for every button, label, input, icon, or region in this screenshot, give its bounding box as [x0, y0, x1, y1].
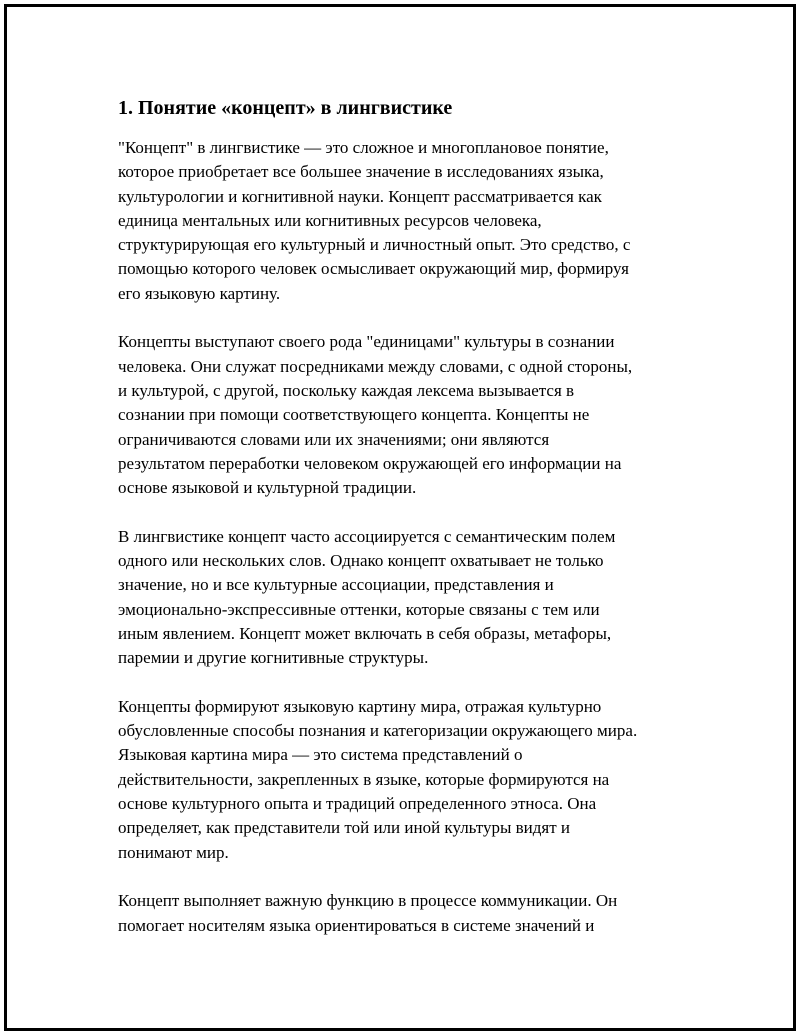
text-line: результатом переработки человеком окружающей его информации на: [118, 453, 622, 473]
text-line: человека. Они служат посредниками между словами, с одной стороны,: [118, 356, 633, 376]
text-line: обусловленные способы познания и категоризации окружающего мира.: [118, 721, 638, 741]
text-line: основе культурного опыта и традиций определенного этноса. Она: [118, 794, 597, 814]
text-line: действительности, закрепленных в языке, которые формируются на: [118, 769, 610, 789]
paragraph-1: [118, 136, 698, 306]
text-line: помощью которого человек осмысливает окружающий мир, формируя: [118, 259, 629, 279]
text-line: и культурой, с другой, поскольку каждая лексема вызывается в: [118, 380, 575, 400]
paragraph-4: [118, 695, 698, 865]
text-line: Языковая картина мира — это система представлений о: [118, 745, 523, 765]
text-line: культурологии и когнитивной науки. Концепт рассматривается как: [118, 186, 602, 206]
text-line: сознании при помощи соответствующего концепта. Концепты не: [118, 405, 590, 425]
text-line: Концепты формируют языковую картину мира, отражая культурно: [118, 696, 602, 716]
text-line: помогает носителям языка ориентироваться в системе значений и: [118, 915, 595, 935]
text-line: основе языковой и культурной традиции.: [118, 478, 417, 498]
text-line: единица ментальных или когнитивных ресурсов человека,: [118, 210, 542, 230]
text-line: одного или нескольких слов. Однако концепт охватывает не только: [118, 551, 604, 571]
text-line: В лингвистике концепт часто ассоциируется с семантическим полем: [118, 526, 616, 546]
paragraph-3: [118, 525, 698, 671]
text-line: эмоционально-экспрессивные оттенки, которые связаны с тем или: [118, 599, 600, 619]
text-line: иным явлением. Концепт может включать в себя образы, метафоры,: [118, 623, 612, 643]
text-line: определяет, как представители той или иной культуры видят и: [118, 818, 571, 838]
text-line: значение, но и все культурные ассоциации, представления и: [118, 575, 554, 595]
text-line: паремии и другие когнитивные структуры.: [118, 648, 429, 668]
text-line: его языковую картину.: [118, 283, 281, 303]
text-line: Концепт выполняет важную функцию в процессе коммуникации. Он: [118, 891, 618, 911]
text-line: которое приобретает все большее значение в исследованиях языка,: [118, 162, 604, 182]
paragraph-5: [118, 889, 698, 938]
text-line: понимают мир.: [118, 842, 229, 862]
text-line: "Концепт" в лингвистике — это сложное и многоплановое понятие,: [118, 138, 609, 157]
text-line: Концепты выступают своего рода "единицами" культуры в сознании: [118, 332, 615, 352]
document-body: [118, 96, 698, 962]
text-line: ограничиваются словами или их значениями; они являются: [118, 429, 550, 449]
text-line: структурирующая его культурный и личностный опыт. Это средство, с: [118, 235, 631, 255]
section-heading: 1. Понятие «концепт» в лингвистике: [118, 97, 453, 119]
paragraph-2: [118, 330, 698, 500]
